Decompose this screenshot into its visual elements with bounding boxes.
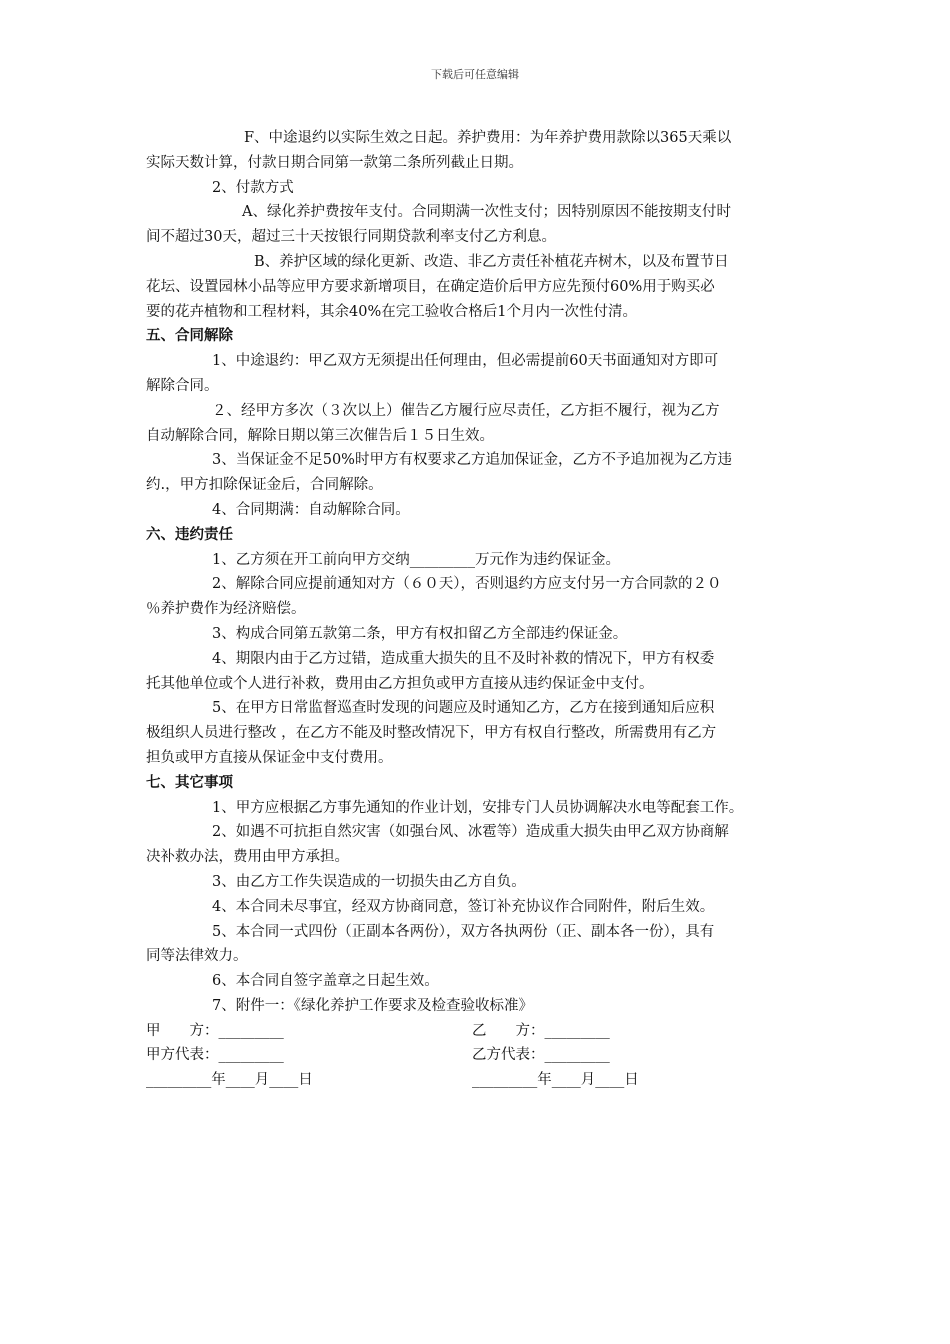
party-a-signature: 甲方代表：_________ [146, 1047, 284, 1064]
contract-body [146, 126, 810, 1093]
contract-line: 极组织人员进行整改 ，在乙方不能及时整改情况下，甲方有权自行整改，所需费用有乙方 [146, 725, 717, 742]
contract-line: 2、付款方式 [212, 179, 294, 196]
signature-block [146, 1019, 810, 1093]
contract-line: ２、经甲方多次（３次以上）催告乙方履行应尽责任，乙方拒不履行，视为乙方 [212, 402, 720, 419]
contract-line: B、养护区域的绿化更新、改造、非乙方责任补植花卉树木，以及布置节日 [254, 253, 729, 270]
contract-line: 4、期限内由于乙方过错，造成重大损失的且不及时补救的情况下，甲方有权委 [212, 650, 715, 667]
party-b-signature: _________年____月____日 [472, 1072, 639, 1089]
section-heading: 五、合同解除 [146, 328, 233, 345]
section-heading: 七、其它事项 [146, 774, 233, 791]
contract-line: 1、甲方应根据乙方事先通知的作业计划，安排专门人员协调解决水电等配套工作。 [212, 799, 744, 816]
contract-line: 约.，甲方扣除保证金后，合同解除。 [146, 477, 383, 494]
contract-line: 3、当保证金不足50%时甲方有权要求乙方追加保证金，乙方不予追加视为乙方违 [212, 452, 732, 469]
contract-line: 3、由乙方工作失误造成的一切损失由乙方自负。 [212, 873, 526, 890]
contract-line: 7、附件一：《绿化养护工作要求及检查验收标准》 [212, 997, 533, 1014]
party-a-signature: 甲 方：_________ [146, 1022, 284, 1039]
contract-line: A、绿化养护费按年支付。合同期满一次性支付；因特别原因不能按期支付时 [242, 204, 731, 221]
contract-line: ％养护费作为经济赔偿。 [146, 601, 306, 618]
contract-line: 4、合同期满：自动解除合同。 [212, 501, 410, 518]
contract-text [146, 126, 810, 1019]
contract-line: F、中途退约以实际生效之日起。养护费用：为年养护费用款除以365天乘以 [244, 130, 732, 146]
contract-line: 要的花卉植物和工程材料，其余40%在完工验收合格后1个月内一次性付清。 [146, 303, 637, 320]
contract-line: 实际天数计算，付款日期合同第一款第二条所列截止日期。 [146, 154, 523, 171]
section-heading: 六、违约责任 [146, 526, 233, 543]
contract-line: 决补救办法，费用由甲方承担。 [146, 849, 349, 866]
signature-row [146, 1043, 810, 1068]
contract-line: 4、本合同未尽事宜，经双方协商同意，签订补充协议作合同附件，附后生效。 [212, 898, 715, 915]
contract-line: 自动解除合同，解除日期以第三次催告后１５日生效。 [146, 427, 494, 444]
contract-line: 5、本合同一式四份（正副本各两份），双方各执两份（正、副本各一份），具有 [212, 923, 715, 940]
contract-line: 托其他单位或个人进行补救，费用由乙方担负或甲方直接从违约保证金中支付。 [146, 675, 654, 692]
contract-line: 解除合同。 [146, 377, 219, 394]
signature-row [146, 1019, 810, 1044]
contract-line: 3、构成合同第五款第二条，甲方有权扣留乙方全部违约保证金。 [212, 625, 628, 642]
contract-line: 2、解除合同应提前通知对方（６０天），否则退约方应支付另一方合同款的２０ [212, 576, 722, 593]
contract-line: 1、乙方须在开工前向甲方交纳_________万元作为违约保证金。 [212, 551, 620, 568]
contract-line: 同等法律效力。 [146, 948, 248, 965]
contract-line: 2、如遇不可抗拒自然灾害（如强台风、冰雹等）造成重大损失由甲乙双方协商解 [212, 824, 729, 841]
contract-line: 间不超过30天，超过三十天按银行同期贷款利率支付乙方利息。 [146, 229, 556, 246]
page-header: 下载后可任意编辑 [431, 68, 519, 81]
party-b-signature: 乙方代表：_________ [472, 1047, 610, 1064]
contract-line: 花坛、设置园林小品等应甲方要求新增项目，在确定造价后甲方应先预付60%用于购买必 [146, 278, 715, 295]
contract-line: 5、在甲方日常监督巡查时发现的问题应及时通知乙方，乙方在接到通知后应积 [212, 700, 715, 717]
party-a-signature: _________年____月____日 [146, 1072, 313, 1089]
contract-line: 担负或甲方直接从保证金中支付费用。 [146, 749, 393, 766]
contract-line: 1、中途退约：甲乙双方无须提出任何理由，但必需提前60天书面通知对方即可 [212, 353, 719, 370]
party-b-signature: 乙 方：_________ [472, 1022, 610, 1039]
contract-line: 6、本合同自签字盖章之日起生效。 [212, 973, 439, 990]
signature-row [146, 1068, 810, 1093]
